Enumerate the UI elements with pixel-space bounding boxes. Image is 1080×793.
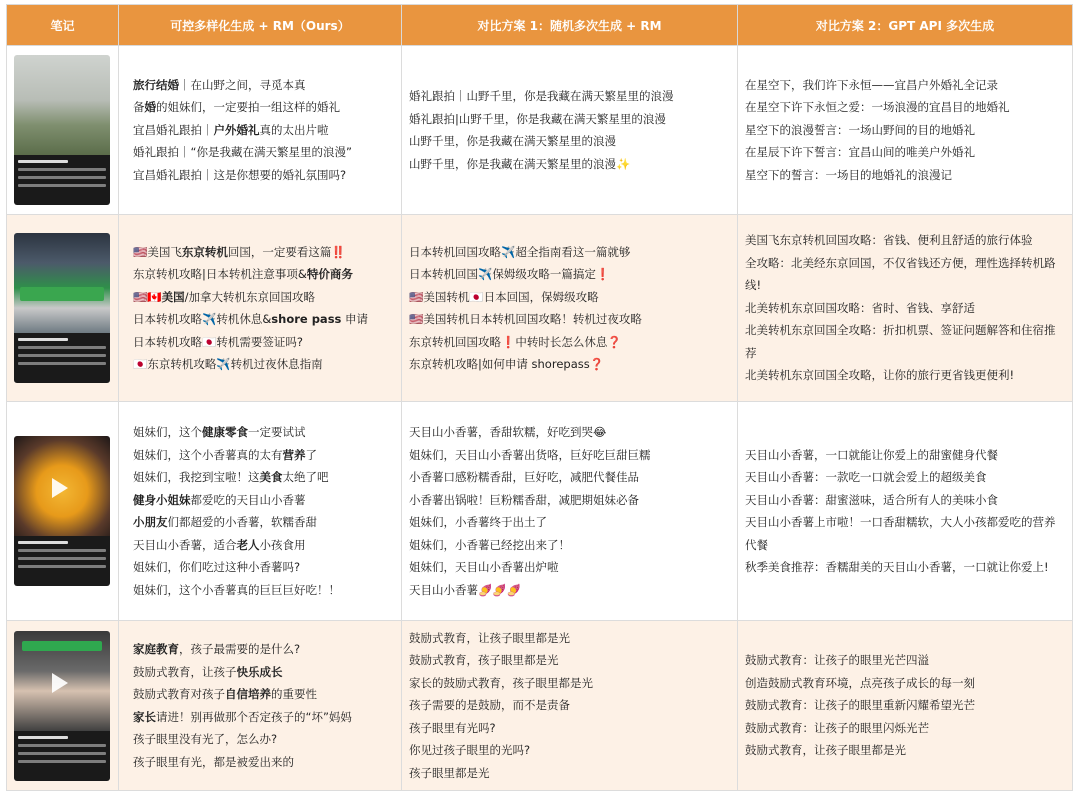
title-line: 婚礼跟拍｜山野千里，你是我藏在满天繁星里的浪漫 xyxy=(409,89,674,103)
title-segment: /加拿大转机东京回国攻略 xyxy=(184,289,316,304)
title-line: 鼓励式教育，让孩子眼里都是光 xyxy=(409,630,570,645)
keyword-highlight: 健身小姐妹 xyxy=(133,492,191,507)
title-line: 美国飞东京转机回国攻略：省钱、便利且舒适的旅行体验 xyxy=(745,233,1033,248)
title-segment: 鼓励式教育，让孩子 xyxy=(133,664,237,679)
title-line xyxy=(133,751,395,774)
title-line: 东京转机攻略|如何申请 shorepass❓ xyxy=(409,357,605,371)
ours-cell xyxy=(119,215,402,402)
comparison-1-cell xyxy=(402,621,738,791)
keyword-highlight: 小朋友 xyxy=(133,515,168,529)
title-line xyxy=(133,534,395,557)
keyword-highlight: 东京转机 xyxy=(181,244,228,259)
title-line: 在星空下许下永恒之爱：一场浪漫的宜昌目的地婚礼 xyxy=(745,100,1010,115)
title-line: 家长的鼓励式教育，孩子眼里都是光 xyxy=(409,675,593,690)
title-segment: 孩子眼里有光，都是被爱出来的 xyxy=(133,754,294,769)
title-line: 山野千里，你是我藏在满天繁星里的浪漫✨ xyxy=(409,156,631,171)
title-segment: 一定要试试 xyxy=(248,425,306,439)
title-line: 在星辰下许下誓言：宜昌山间的唯美户外婚礼 xyxy=(745,145,975,160)
comparison-2-cell xyxy=(738,621,1073,791)
title-line: 山野千里，你是我藏在满天繁星里的浪漫 xyxy=(409,134,616,148)
title-line: 鼓励式教育：让孩子的眼里重新闪耀希望光芒 xyxy=(745,698,975,713)
title-segment: 🇯🇵东京转机攻略✈️转机过夜休息指南 xyxy=(133,357,323,371)
title-line xyxy=(133,444,395,467)
title-line xyxy=(133,683,395,706)
title-line: 天目山小香薯：甜蜜滋味，适合所有人的美味小食 xyxy=(745,492,998,507)
keyword-highlight: 特价商务 xyxy=(306,267,353,281)
title-line xyxy=(133,119,395,142)
title-line: 姐妹们，小香薯终于出土了 xyxy=(409,515,547,529)
keyword-highlight: 健康零食 xyxy=(202,425,248,439)
title-segment: ，孩子最需要的是什么? xyxy=(179,642,301,656)
title-segment: 姐妹们，这个小香薯真的太有 xyxy=(133,447,283,462)
title-segment: 姐妹们，我挖到宝啦！这 xyxy=(133,470,260,484)
keyword-highlight: 快乐成长 xyxy=(236,664,283,679)
title-line: 鼓励式教育：让孩子的眼里闪烁光芒 xyxy=(745,720,929,735)
comparison-1-cell xyxy=(402,402,738,621)
note-cell xyxy=(7,402,119,621)
title-segment: 孩子眼里没有光了，怎么办? xyxy=(133,732,278,746)
sweet-potato-thumbnail xyxy=(14,436,110,586)
title-line: 姐妹们，小香薯已经挖出来了！ xyxy=(409,537,570,552)
comparison-1-cell xyxy=(402,215,738,402)
title-line: 日本转机回国✈️保姆级攻略一篇搞定❗ xyxy=(409,267,611,281)
comparison-1-cell xyxy=(402,46,738,215)
title-segment: 真的太出片啦 xyxy=(259,122,329,137)
title-segment: 小孩食用 xyxy=(259,537,306,552)
title-line xyxy=(133,556,395,579)
title-segment: 🇺🇸美国飞 xyxy=(133,244,182,259)
header-note: 笔记 xyxy=(7,5,119,46)
keyword-highlight: 美国 xyxy=(161,289,185,304)
title-line xyxy=(133,421,395,444)
title-line xyxy=(133,511,395,534)
title-segment: 东京转机攻略|日本转机注意事项& xyxy=(133,267,307,281)
title-line: 孩子眼里有光吗? xyxy=(409,720,496,735)
title-line: 小香薯出锅啦！巨粉糯香甜，减肥期姐妹必备 xyxy=(409,492,639,507)
title-line: 北美转机东京回国全攻略：折扣机票、签证问题解答和住宿推荐 xyxy=(745,323,1056,360)
title-segment: 姐妹们，你们吃过这种小香薯吗? xyxy=(133,560,301,574)
title-segment: 姐妹们，这个小香薯真的巨巨巨好吃！！ xyxy=(133,582,340,597)
title-line xyxy=(133,353,395,376)
title-line xyxy=(133,164,395,187)
title-line xyxy=(133,706,395,729)
title-line: 北美转机东京回国攻略：省时、省钱、享舒适 xyxy=(745,300,975,315)
title-segment: 宜昌婚礼跟拍｜这是你想要的婚礼氛围吗? xyxy=(133,167,347,182)
title-segment: 的姐妹们，一定要拍一组这样的婚礼 xyxy=(156,100,340,115)
title-segment: 们都超爱的小香薯，软糯香甜 xyxy=(167,515,317,529)
keyword-highlight: 家庭教育 xyxy=(133,642,179,656)
table-row xyxy=(7,402,1073,621)
header-row xyxy=(7,5,1073,46)
keyword-highlight: 婚 xyxy=(144,100,156,115)
keyword-highlight: 老人 xyxy=(236,537,260,552)
comparison-table xyxy=(6,4,1073,791)
title-segment: 姐妹们，这个 xyxy=(133,425,202,439)
title-line: 天目山小香薯，一口就能让你爱上的甜蜜健身代餐 xyxy=(745,447,998,462)
title-line: 鼓励式教育：让孩子的眼里光芒四溢 xyxy=(745,653,929,668)
title-line: 天目山小香薯：一款吃一口就会爱上的超级美食 xyxy=(745,470,987,484)
play-icon xyxy=(52,673,68,693)
ours-cell xyxy=(119,621,402,791)
title-line xyxy=(133,579,395,602)
comparison-2-cell xyxy=(738,46,1073,215)
title-line: 婚礼跟拍|山野千里，你是我藏在满天繁星里的浪漫 xyxy=(409,111,666,126)
title-line xyxy=(133,286,395,309)
title-line xyxy=(133,241,395,264)
play-icon xyxy=(52,478,68,498)
title-line: 天目山小香薯，香甜软糯，好吃到哭😂 xyxy=(409,425,607,439)
title-line: 鼓励式教育，孩子眼里都是光 xyxy=(409,653,559,668)
title-line xyxy=(133,308,395,331)
title-line: 星空下的誓言：一场目的地婚礼的浪漫记 xyxy=(745,167,952,182)
table-row xyxy=(7,215,1073,402)
note-cell xyxy=(7,215,119,402)
title-line: 北美转机东京回国全攻略，让你的旅行更省钱更便利! xyxy=(745,368,1015,383)
header-comparison-1: 对比方案 1：随机多次生成 + RM xyxy=(402,5,738,46)
parenting-video-thumbnail xyxy=(14,631,110,781)
title-line xyxy=(133,263,395,286)
title-segment: 宜昌婚礼跟拍｜ xyxy=(133,122,214,137)
title-line xyxy=(133,96,395,119)
comparison-2-cell xyxy=(738,402,1073,621)
ours-cell xyxy=(119,46,402,215)
title-line: 姐妹们，天目山小香薯出炉啦 xyxy=(409,560,559,574)
wedding-photo-thumbnail xyxy=(14,55,110,205)
title-segment: 🇺🇸🇨🇦 xyxy=(133,289,162,304)
comparison-2-cell xyxy=(738,215,1073,402)
title-line: 天目山小香薯上市啦！一口香甜糯软，大人小孩都爱吃的营养代餐 xyxy=(745,515,1056,552)
title-line: 🇺🇸美国转机🇯🇵日本回国，保姆级攻略 xyxy=(409,289,599,304)
title-line: 在星空下，我们许下永恒——宜昌户外婚礼全记录 xyxy=(745,77,998,92)
title-line: 孩子需要的是鼓励，而不是责备 xyxy=(409,698,570,713)
title-line xyxy=(133,74,395,97)
title-line: 创造鼓励式教育环境，点亮孩子成长的每一刻 xyxy=(745,675,975,690)
transit-guide-thumbnail xyxy=(14,233,110,383)
title-line: 秋季美食推荐：香糯甜美的天目山小香薯，一口就让你爱上! xyxy=(745,560,1049,574)
title-segment: 备 xyxy=(133,100,145,115)
note-cell xyxy=(7,46,119,215)
keyword-highlight: shore pass xyxy=(271,312,342,326)
title-segment: 请进！别再做那个否定孩子的“坏”妈妈 xyxy=(156,709,352,724)
title-line: 全攻略：北美经东京回国，不仅省钱还方便，理性选择转机路线! xyxy=(745,255,1056,293)
title-line: 🇺🇸美国转机日本转机回国攻略！转机过夜攻略 xyxy=(409,312,642,326)
title-segment: 的重要性 xyxy=(271,687,317,701)
title-segment: 日本转机攻略✈️转机休息& xyxy=(133,312,272,326)
title-segment: 日本转机攻略🇯🇵转机需要签证吗? xyxy=(133,334,303,349)
title-segment: 申请 xyxy=(341,312,369,326)
title-line xyxy=(133,331,395,354)
keyword-highlight: 美食 xyxy=(259,470,283,484)
title-segment: ｜在山野之间，寻觅本真 xyxy=(179,77,306,92)
title-line: 日本转机回国攻略✈️超全指南看这一篇就够 xyxy=(409,244,631,259)
title-segment: 太绝了吧 xyxy=(282,470,329,484)
keyword-highlight: 家长 xyxy=(133,709,156,724)
title-segment: 了 xyxy=(305,447,317,462)
title-line xyxy=(133,466,395,489)
header-ours: 可控多样化生成 + RM（Ours） xyxy=(119,5,402,46)
title-line xyxy=(133,141,395,164)
ours-cell xyxy=(119,402,402,621)
title-segment: 都爱吃的天目山小香薯 xyxy=(190,492,306,507)
title-line: 孩子眼里都是光 xyxy=(409,765,490,780)
keyword-highlight: 旅行结婚 xyxy=(133,77,179,92)
title-segment: 天目山小香薯，适合 xyxy=(133,537,237,552)
keyword-highlight: 自信培养 xyxy=(225,687,271,701)
title-line: 你见过孩子眼里的光吗? xyxy=(409,743,531,758)
table-row xyxy=(7,621,1073,791)
title-line: 小香薯口感粉糯香甜，巨好吃，减肥代餐佳品 xyxy=(409,470,639,484)
title-segment: 回国，一定要看这篇‼️ xyxy=(227,244,346,259)
title-segment: 婚礼跟拍｜“你是我藏在满天繁星里的浪漫” xyxy=(133,145,352,160)
title-line: 姐妹们，天目山小香薯出货咯，巨好吃巨甜巨糯 xyxy=(409,447,651,462)
title-line xyxy=(133,489,395,512)
header-comparison-2: 对比方案 2：GPT API 多次生成 xyxy=(738,5,1073,46)
title-line: 星空下的浪漫誓言：一场山野间的目的地婚礼 xyxy=(745,122,975,137)
title-line xyxy=(133,728,395,751)
title-segment: 鼓励式教育对孩子 xyxy=(133,687,225,701)
keyword-highlight: 营养 xyxy=(282,447,306,462)
table-row xyxy=(7,46,1073,215)
note-cell xyxy=(7,621,119,791)
keyword-highlight: 户外婚礼 xyxy=(213,122,260,137)
title-line: 鼓励式教育，让孩子眼里都是光 xyxy=(745,743,906,758)
title-line: 东京转机回国攻略❗中转时长怎么休息❓ xyxy=(409,334,622,349)
title-line xyxy=(133,661,395,684)
title-line xyxy=(133,638,395,661)
title-line: 天目山小香薯🍠🍠🍠 xyxy=(409,582,521,597)
